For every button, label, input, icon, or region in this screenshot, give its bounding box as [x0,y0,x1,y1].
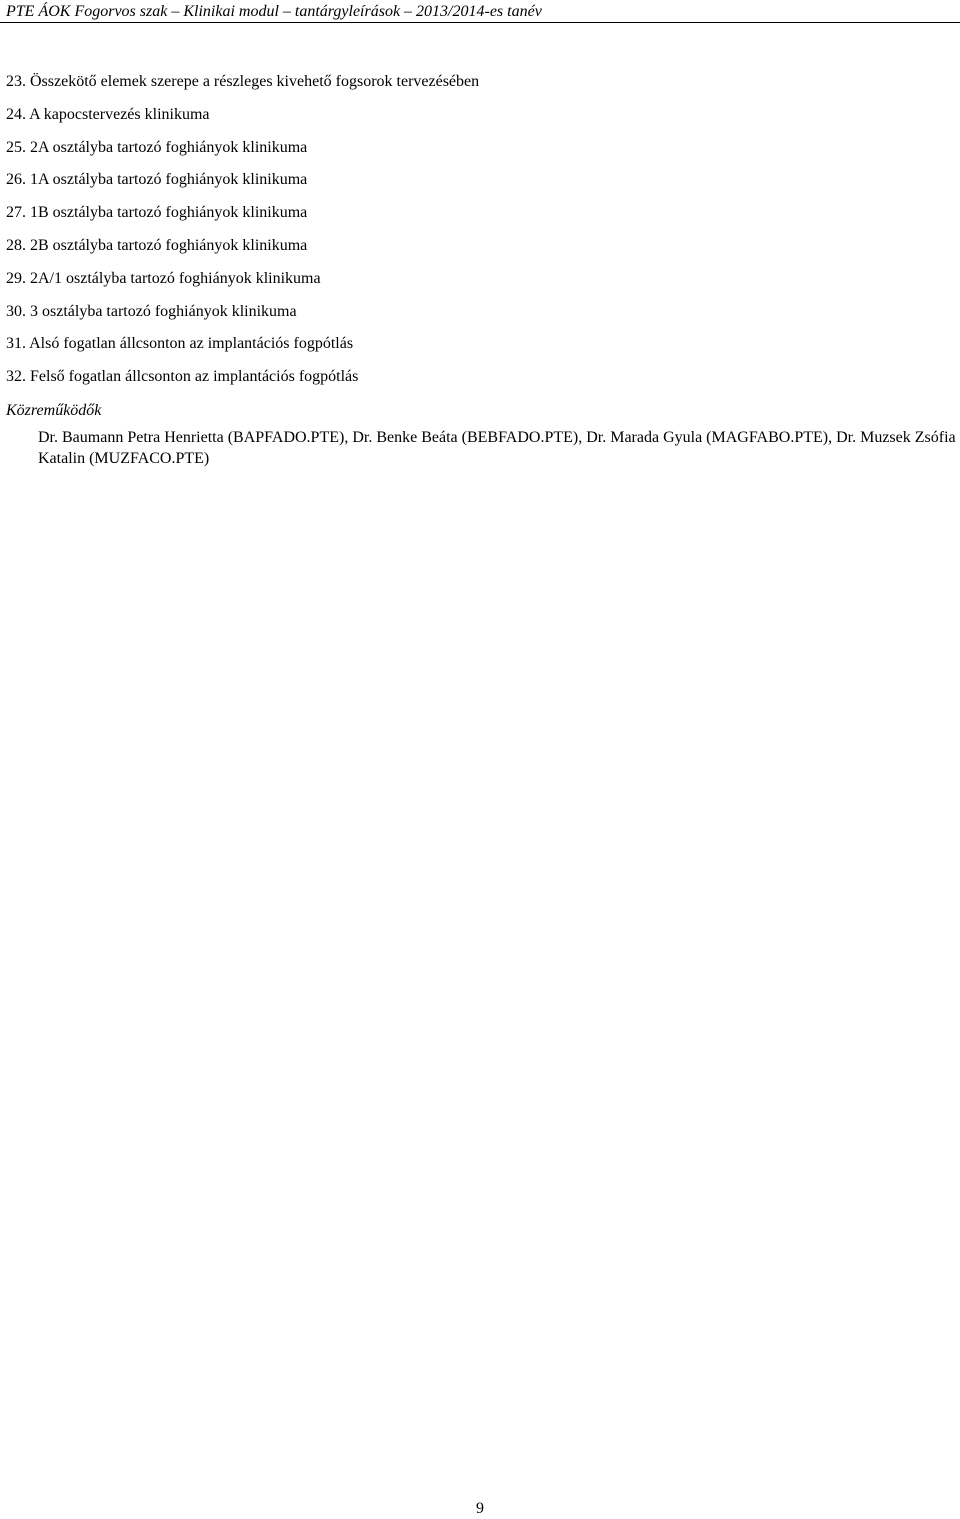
topic-item: 24. A kapocstervezés klinikuma [6,105,210,123]
running-header: PTE ÁOK Fogorvos szak – Klinikai modul – tantárgyleírások – 2013/2014-es tanév [6,3,542,20]
topic-list [6,72,479,400]
topic-item: 30. 3 osztályba tartozó foghiányok klinikuma [6,302,297,320]
topic-item: 29. 2A/1 osztályba tartozó foghiányok klinikuma [6,269,321,287]
topic-item: 27. 1B osztályba tartozó foghiányok klinikuma [6,204,308,222]
header-divider [0,22,960,23]
topic-item: 31. Alsó fogatlan állcsonton az implantációs fogpótlás [6,335,354,353]
topic-item: 25. 2A osztályba tartozó foghiányok klinikuma [6,138,308,156]
topic-item: 26. 1A osztályba tartozó foghiányok klinikuma [6,171,308,189]
contributors-heading: Közreműködők [6,402,102,419]
topic-item: 28. 2B osztályba tartozó foghiányok klinikuma [6,236,308,254]
topic-item: 23. Összekötő elemek szerepe a részleges kivehető fogsorok tervezésében [6,73,480,90]
topic-item: 32. Felső fogatlan állcsonton az implantációs fogpótlás [6,368,359,386]
contributors-list: Dr. Baumann Petra Henrietta (BAPFADO.PTE), Dr. Benke Beáta (BEBFADO.PTE), Dr. Marada Gyula (MAGFABO.PTE), Dr. Muzsek Zsófia Katalin (MUZFACO.PTE) [38,429,956,467]
page-number: 9 [476,1500,484,1517]
